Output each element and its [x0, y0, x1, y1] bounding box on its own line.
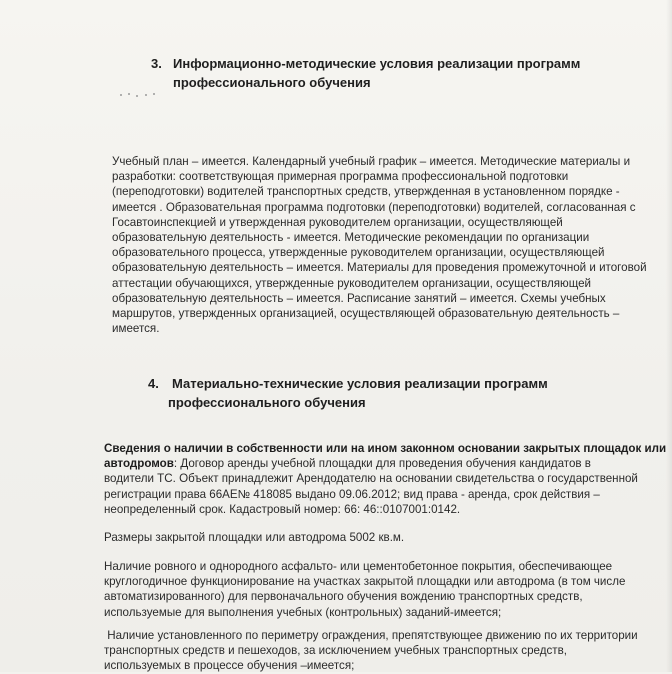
page-edge-shadow — [666, 0, 672, 672]
section-4-heading — [148, 375, 628, 411]
section-3-title-line-2: профессионального обучения — [173, 75, 371, 90]
fence-line: используемых в процессе обучения –имеется; — [104, 659, 355, 673]
body-line: образовательного процесса, утвержденные руководителем организации, осуществляющей — [112, 246, 605, 260]
section-3-title-line-1: Информационно-методические условия реализации программ — [173, 56, 581, 71]
body-line: разработки: соответствующая примерная программа профессиональной подготовки — [112, 170, 569, 184]
intro-bold-prefix: автодромов — [104, 457, 174, 471]
section-4-title-line-1: Материально-технические условия реализации программ — [172, 376, 548, 391]
fence-line: транспортных средств и пешеходов, за исключением учебных транспортных средств, — [104, 644, 567, 658]
intro-line: водители ТС. Объект принадлежит Арендодателю на основании свидетельства о государственной — [104, 472, 638, 486]
surface-line: автоматизированного) для первоначального обучения вождению транспортных средств, — [104, 590, 583, 604]
surface-paragraph — [104, 559, 625, 620]
body-line: имеется. — [112, 322, 160, 336]
intro-line: неопределенный срок. Кадастровый номер: 66: 46::0107001:0142. — [104, 502, 461, 516]
section-4-title-line-2: профессионального обучения — [168, 395, 366, 410]
section-3-number: 3. — [151, 56, 162, 71]
intro-bold-line: Сведения о наличии в собственности или на ином законном основании закрытых площадок или — [104, 442, 667, 455]
body-line: образовательную деятельность – имеется. Расписание занятий – имеется. Схемы учебных — [112, 291, 606, 305]
intro-line: регистрации права 66АЕ№ 418085 выдано 09.06.2012; вид права - аренда, срок действия – — [104, 487, 600, 501]
section-4-number: 4. — [148, 376, 159, 391]
size-text: Размеры закрытой площадки или автодрома 5002 кв.м. — [104, 531, 405, 544]
body-line: образовательную деятельность - имеется. Методические рекомендации по организации — [112, 231, 590, 245]
surface-line: Наличие ровного и однородного асфальто- или цементобетонное покрытия, обеспечивающее — [104, 560, 613, 573]
body-line: маршрутов, утвержденных организацией, осуществляющей образовательную деятельность – — [112, 307, 620, 321]
fence-paragraph — [104, 628, 638, 674]
surface-line: используемые для выполнения учебных (контрольных) заданий-имеется; — [104, 605, 502, 619]
body-line: образовательную деятельность – имеется. Материалы для проведения промежуточной и итоговой — [112, 261, 647, 275]
body-line: аттестации обучающихся, утвержденные руководителем организации, осуществляющей — [112, 276, 592, 290]
body-line: Учебный план – имеется. Календарный учебный график – имеется. Методические материалы и — [112, 155, 631, 168]
section-4-intro — [104, 441, 666, 517]
size-line — [104, 530, 404, 545]
body-line: Госавтоинспекцией и утвержденная руководителем организации, осуществляющей — [112, 215, 563, 229]
surface-line: круглогодичное функционирование на участках закрытой площадки или автодрома (в том числе — [104, 575, 626, 589]
intro-line-2 — [104, 456, 666, 471]
section-3-body — [112, 154, 647, 336]
scan-specks — [120, 92, 160, 98]
fence-line: Наличие установленного по периметру ограждения, препятствующее движению по их территории — [104, 629, 638, 642]
intro-line-2-rest: : Договор аренды учебной площадки для проведения обучения кандидатов в — [173, 457, 591, 471]
section-3-heading — [151, 55, 631, 91]
body-line: (переподготовки) водителей транспортных средств, утвержденная в установленном порядке - — [112, 185, 620, 199]
body-line: имеется . Образовательная программа подготовки (переподготовки) водителей, согласованная с — [112, 200, 636, 214]
